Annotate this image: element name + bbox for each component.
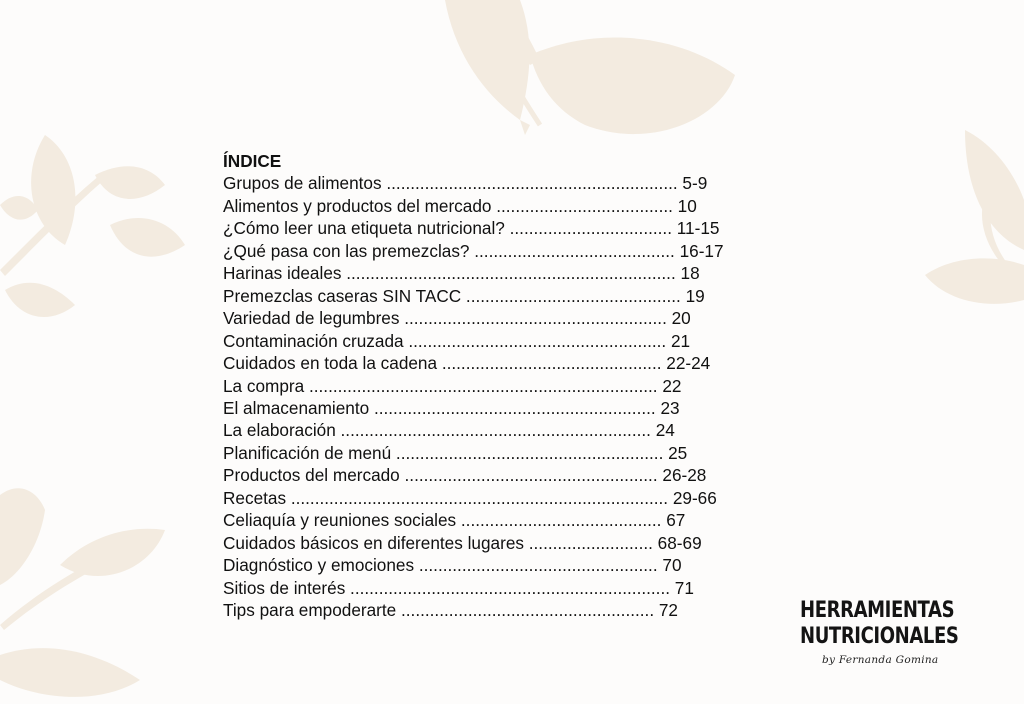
toc-entry: Diagnóstico y emociones .................................................. 70 bbox=[223, 555, 682, 576]
toc-entry: Productos del mercado ..................................................... 26-28 bbox=[223, 465, 707, 486]
table-of-contents bbox=[223, 150, 724, 622]
toc-entry: Grupos de alimentos ............................................................. 5-9 bbox=[223, 173, 708, 194]
toc-entry: Cuidados básicos en diferentes lugares .......................... 68-69 bbox=[223, 532, 702, 553]
toc-entry: Variedad de legumbres ....................................................... 20 bbox=[223, 308, 691, 329]
toc-entry: ¿Qué pasa con las premezclas? .......................................... 16-17 bbox=[223, 240, 724, 261]
toc-entry: Harinas ideales ..................................................................... 18 bbox=[223, 263, 700, 284]
toc-entry: Contaminación cruzada ...................................................... 21 bbox=[223, 330, 691, 351]
toc-entry: Tips para empoderarte ..................................................... 72 bbox=[223, 600, 678, 621]
toc-title: ÍNDICE bbox=[223, 151, 282, 171]
toc-entry: ¿Cómo leer una etiqueta nutricional? .................................. 11-15 bbox=[223, 218, 720, 239]
toc-entry: La elaboración ................................................................. 24 bbox=[223, 420, 675, 441]
toc-entry: Cuidados en toda la cadena .............................................. 22-24 bbox=[223, 353, 711, 374]
toc-entry: El almacenamiento ........................................................... 23 bbox=[223, 397, 680, 418]
toc-entry: Celiaquía y reuniones sociales .......................................... 67 bbox=[223, 510, 686, 531]
toc-entry: Sitios de interés ................................................................... 71 bbox=[223, 577, 694, 598]
toc-entry: Alimentos y productos del mercado ..................................... 10 bbox=[223, 195, 697, 216]
brand-line-2: NUTRICIONALES bbox=[800, 624, 959, 649]
toc-entry: Premezclas caseras SIN TACC ............................................. 19 bbox=[223, 285, 705, 306]
brand-signature: by Fernanda Gomina bbox=[822, 654, 939, 666]
toc-entry: Planificación de menú ........................................................ 25 bbox=[223, 442, 688, 463]
toc-entry: La compra ......................................................................... 22 bbox=[223, 375, 682, 396]
toc-entry: Recetas ............................................................................... 29-66 bbox=[223, 487, 717, 508]
brand-logo bbox=[800, 598, 960, 666]
brand-line-1: HERRAMIENTAS bbox=[800, 598, 955, 623]
